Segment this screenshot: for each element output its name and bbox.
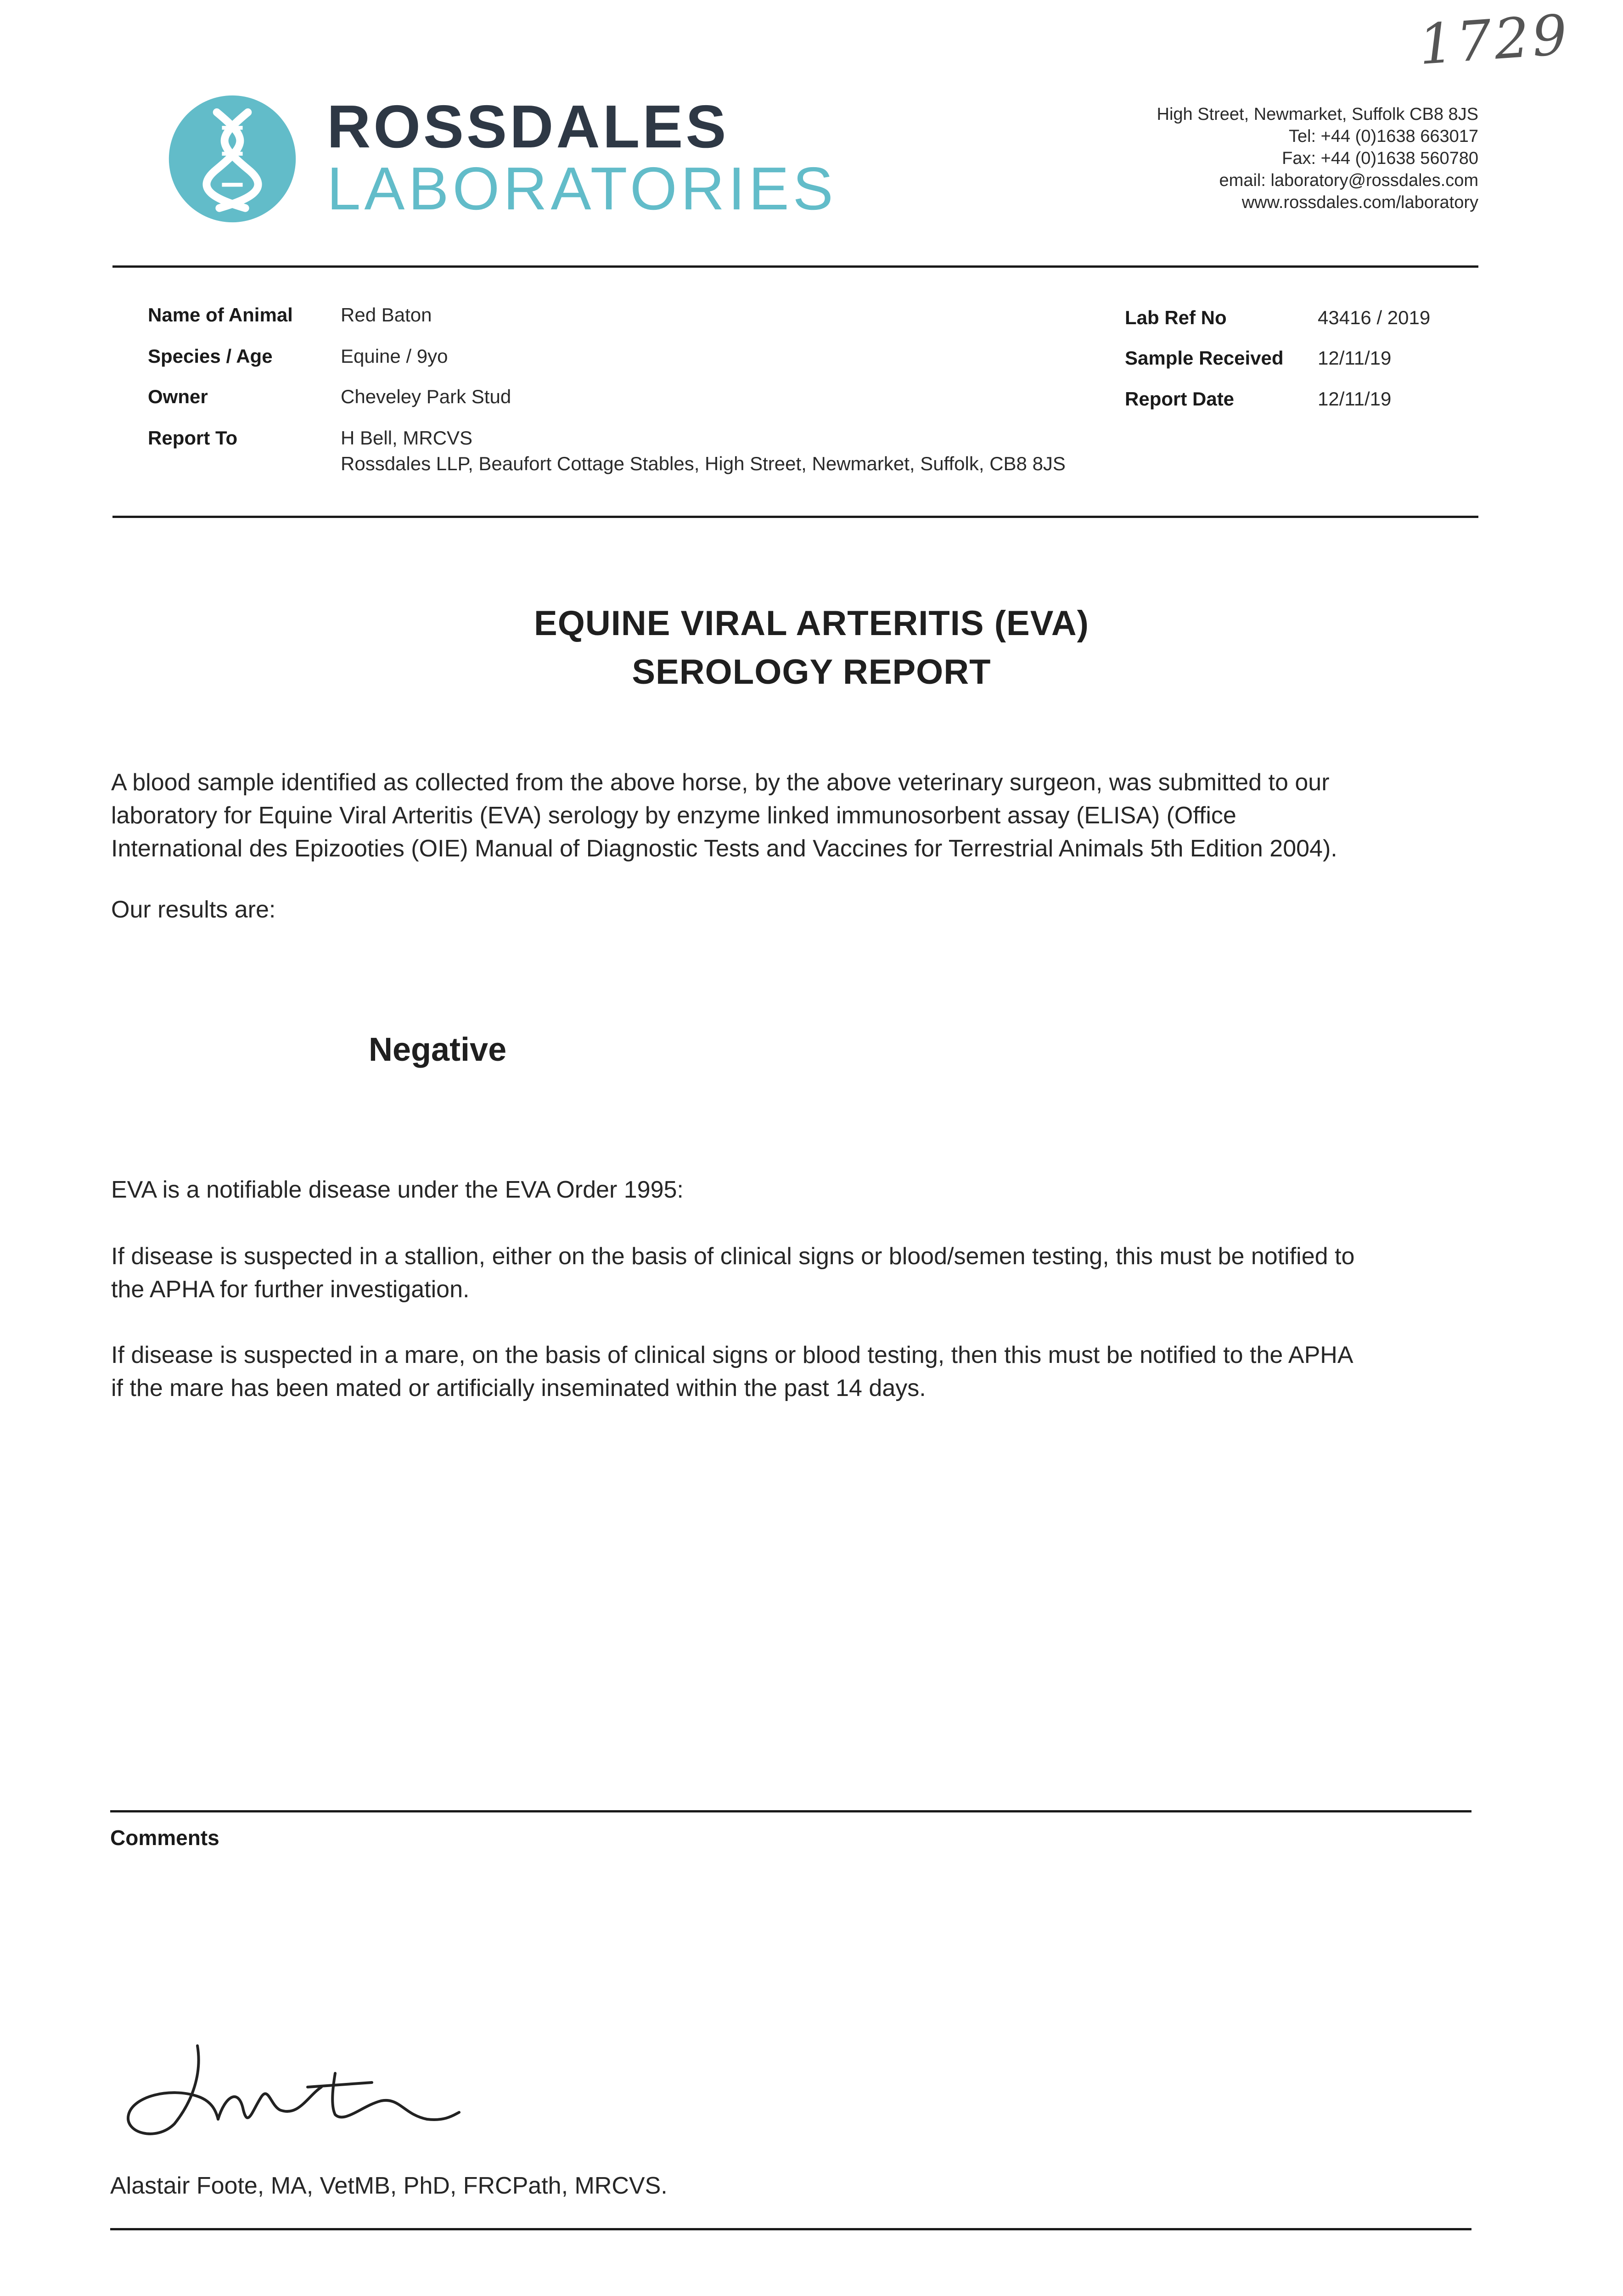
sample-received-value: 12/11/19: [1318, 347, 1392, 369]
address-website[interactable]: www.rossdales.com/laboratory: [1241, 193, 1478, 212]
mare-line: If disease is suspected in a mare, on the basis of clinical signs or blood testing, then this must be notified to the APHA: [111, 1342, 1353, 1368]
comments-label: Comments: [110, 1826, 219, 1850]
brand-name-line2: LABORATORIES: [327, 155, 837, 222]
dna-logo-icon: [168, 94, 297, 224]
name-of-animal-label: Name of Animal: [148, 304, 293, 326]
species-age-value: Equine / 9yo: [341, 345, 448, 367]
lab-ref-label: Lab Ref No: [1125, 307, 1227, 328]
intro-line: A blood sample identified as collected from the above horse, by the above veterinary surgeon, was submitted to our: [111, 769, 1330, 796]
name-of-animal-value: Red Baton: [341, 304, 432, 326]
intro-paragraph: [111, 766, 1479, 865]
comments-divider: [110, 1810, 1471, 1812]
notifiable-statement: EVA is a notifiable disease under the EVA Order 1995:: [111, 1176, 684, 1203]
mare-paragraph: [111, 1339, 1479, 1405]
intro-line: laboratory for Equine Viral Arteritis (EVA) serology by enzyme linked immunosorbent assay (ELISA) (Office: [111, 802, 1236, 829]
sample-received-label: Sample Received: [1125, 347, 1284, 369]
report-to-value: H Bell, MRCVS: [341, 427, 473, 449]
mare-line: if the mare has been mated or artificially inseminated within the past 14 days.: [111, 1375, 926, 1401]
address-fax: Fax: +44 (0)1638 560780: [1282, 149, 1478, 168]
stallion-line: If disease is suspected in a stallion, either on the basis of clinical signs or blood/semen testing, this must be notified to: [111, 1243, 1355, 1270]
address-street: High Street, Newmarket, Suffolk CB8 8JS: [1157, 105, 1478, 124]
results-intro: Our results are:: [111, 896, 276, 923]
owner-value: Cheveley Park Stud: [341, 386, 511, 407]
owner-label: Owner: [148, 386, 208, 407]
header-divider: [112, 265, 1478, 268]
report-date-value: 12/11/19: [1318, 388, 1392, 410]
address-email[interactable]: email: laboratory@rossdales.com: [1219, 171, 1478, 190]
species-age-label: Species / Age: [148, 345, 273, 367]
stallion-line: the APHA for further investigation.: [111, 1276, 470, 1303]
info-divider: [112, 516, 1478, 518]
signer-name: Alastair Foote, MA, VetMB, PhD, FRCPath, MRCVS.: [110, 2172, 668, 2199]
report-title-line2: SEROLOGY REPORT: [632, 653, 991, 692]
lab-address-block: [1157, 103, 1478, 214]
intro-line: International des Epizooties (OIE) Manual of Diagnostic Tests and Vaccines for Terrestrial Animals 5th Edition 2004).: [111, 835, 1337, 862]
report-title: [0, 599, 1623, 697]
footer-divider: [110, 2228, 1471, 2230]
report-title-line1: EQUINE VIRAL ARTERITIS (EVA): [534, 604, 1089, 643]
signature-icon: [106, 2018, 473, 2142]
brand-name-line1: ROSSDALES: [327, 93, 729, 160]
handwritten-page-number: 1729: [1416, 3, 1572, 78]
test-result: Negative: [369, 1031, 507, 1068]
report-to-address: Rossdales LLP, Beaufort Cottage Stables, High Street, Newmarket, Suffolk, CB8 8JS: [341, 453, 1066, 474]
lab-ref-value: 43416 / 2019: [1318, 307, 1431, 328]
address-tel: Tel: +44 (0)1638 663017: [1288, 127, 1478, 146]
stallion-paragraph: [111, 1240, 1479, 1306]
report-date-label: Report Date: [1125, 388, 1235, 410]
report-to-label: Report To: [148, 427, 238, 449]
